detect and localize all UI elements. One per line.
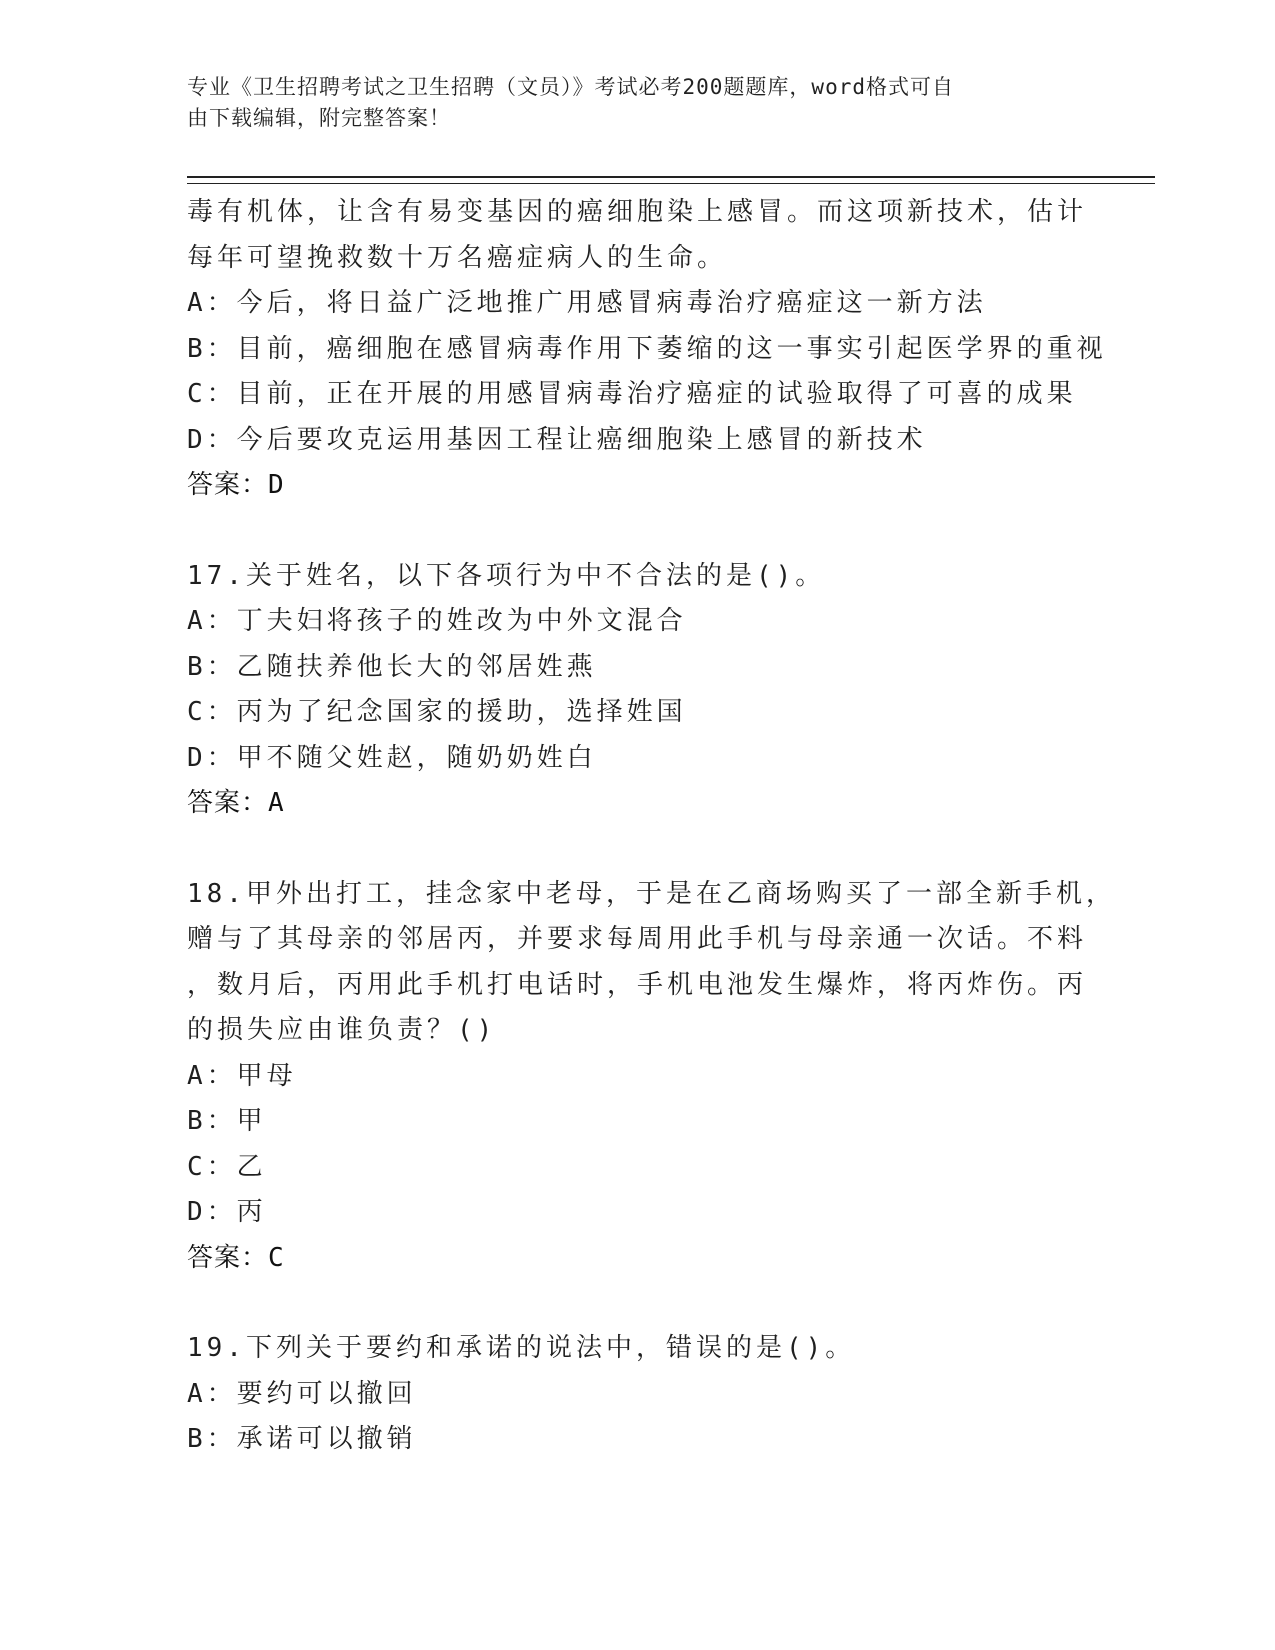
answer-label: 答案： bbox=[187, 470, 269, 500]
header-title-line-1: 专业《卫生招聘考试之卫生招聘（文员）》考试必考200题题库，word格式可自 bbox=[187, 75, 954, 99]
question-text: 赠与了其母亲的邻居丙，并要求每周用此手机与母亲通一次话。不料 bbox=[187, 924, 1088, 954]
question-text: 每年可望挽救数十万名癌症病人的生命。 bbox=[187, 242, 728, 273]
option-d: D：丙 bbox=[187, 1197, 267, 1227]
question-text: 毒有机体，让含有易变基因的癌细胞染上感冒。而这项新技术，估计 bbox=[187, 197, 1088, 227]
option-a: A：甲母 bbox=[187, 1060, 297, 1091]
option-a: A：丁夫妇将孩子的姓改为中外文混合 bbox=[187, 606, 687, 636]
option-b: B：乙随扶养他长大的邻居姓燕 bbox=[187, 651, 597, 682]
header-divider bbox=[187, 176, 1155, 184]
question-text: 的损失应由谁负责？() bbox=[187, 1015, 497, 1045]
option-a: A：今后，将日益广泛地推广用感冒病毒治疗癌症这一新方法 bbox=[187, 288, 987, 318]
answer-value: A bbox=[268, 788, 284, 818]
question-text: 17.关于姓名，以下各项行为中不合法的是()。 bbox=[187, 560, 826, 591]
answer-value: C bbox=[268, 1242, 284, 1273]
question-18 bbox=[187, 872, 1116, 1282]
header-title-line-2: 由下载编辑，附完整答案！ bbox=[187, 106, 451, 130]
option-a: A：要约可以撤回 bbox=[187, 1378, 417, 1409]
option-d: D：甲不随父姓赵，随奶奶姓白 bbox=[187, 742, 597, 773]
question-text: 19.下列关于要约和承诺的说法中，错误的是()。 bbox=[187, 1333, 856, 1363]
question-17 bbox=[187, 554, 1087, 827]
question-list bbox=[187, 190, 1116, 1463]
answer-label: 答案： bbox=[187, 1242, 269, 1273]
spacer bbox=[187, 509, 1087, 554]
answer-label: 答案： bbox=[187, 788, 269, 818]
document-header bbox=[187, 72, 1087, 134]
option-b: B：承诺可以撤销 bbox=[187, 1424, 417, 1454]
spacer bbox=[187, 1281, 1087, 1326]
spacer bbox=[187, 827, 1087, 872]
option-b: B：甲 bbox=[187, 1106, 267, 1136]
question-text: 18.甲外出打工，挂念家中老母，于是在乙商场购买了一部全新手机， bbox=[187, 878, 1116, 909]
option-c: C：丙为了纪念国家的援助，选择姓国 bbox=[187, 697, 687, 727]
answer-value: D bbox=[268, 470, 284, 500]
question-16 bbox=[187, 190, 1107, 509]
option-b: B：目前，癌细胞在感冒病毒作用下萎缩的这一事实引起医学界的重视 bbox=[187, 333, 1107, 364]
option-d: D：今后要攻克运用基因工程让癌细胞染上感冒的新技术 bbox=[187, 424, 927, 455]
option-c: C：乙 bbox=[187, 1151, 267, 1182]
question-19 bbox=[187, 1326, 1087, 1463]
answer-line bbox=[187, 463, 1087, 509]
question-text: ，数月后，丙用此手机打电话时，手机电池发生爆炸，将丙炸伤。丙 bbox=[187, 969, 1088, 1000]
answer-line bbox=[187, 781, 1087, 827]
answer-line bbox=[187, 1236, 1087, 1282]
option-c: C：目前，正在开展的用感冒病毒治疗癌症的试验取得了可喜的成果 bbox=[187, 379, 1077, 409]
